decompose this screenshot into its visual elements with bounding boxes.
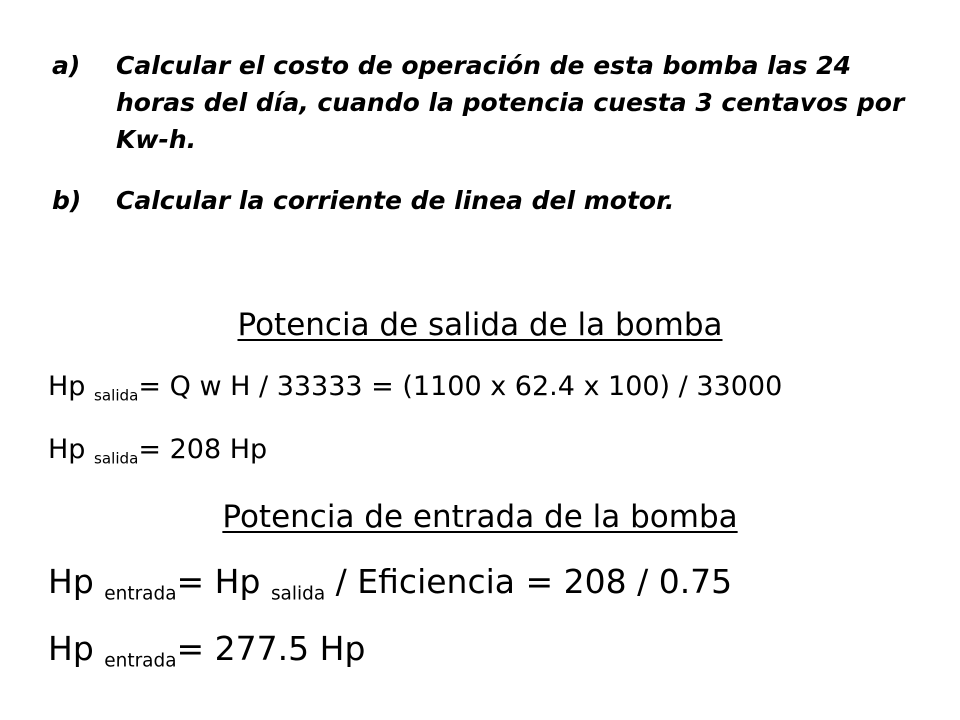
question-a-marker: a) (52, 51, 81, 80)
eq-subscript: salida (94, 386, 139, 405)
question-a-text: Calcular el costo de operación de esta bomba las 24 horas del día, cuando la potencia cuesta 3 centavos por Kw-h. (116, 51, 905, 154)
question-a (52, 47, 916, 158)
equation-input-formula (48, 560, 732, 616)
eq-rest: = Q w H / 33333 = (1100 x 62.4 x 100) / 33000 (138, 371, 783, 402)
eq-rest: = 277.5 Hp (176, 629, 366, 668)
question-b-marker: b) (52, 186, 82, 215)
eq-rest-2: / Eficiencia = 208 / 0.75 (325, 562, 733, 601)
equation-output-formula (48, 365, 782, 417)
eq-subscript-2: salida (270, 583, 326, 605)
eq-base: Hp (48, 434, 95, 465)
eq-subscript: salida (94, 449, 139, 468)
equation-output-result (48, 428, 267, 480)
question-b-text: Calcular la corriente de linea del motor. (116, 186, 675, 215)
heading-output-power: Potencia de salida de la bomba (237, 307, 723, 343)
equation-input-result (48, 627, 365, 683)
eq-base: Hp (48, 371, 95, 402)
heading-input-power: Potencia de entrada de la bomba (222, 499, 738, 535)
eq-base: Hp (48, 562, 105, 601)
eq-rest-1: = Hp (176, 562, 271, 601)
question-b (52, 182, 916, 219)
eq-rest: = 208 Hp (138, 434, 268, 465)
eq-base: Hp (48, 629, 105, 668)
eq-subscript: entrada (104, 650, 177, 672)
eq-subscript: entrada (104, 583, 177, 605)
